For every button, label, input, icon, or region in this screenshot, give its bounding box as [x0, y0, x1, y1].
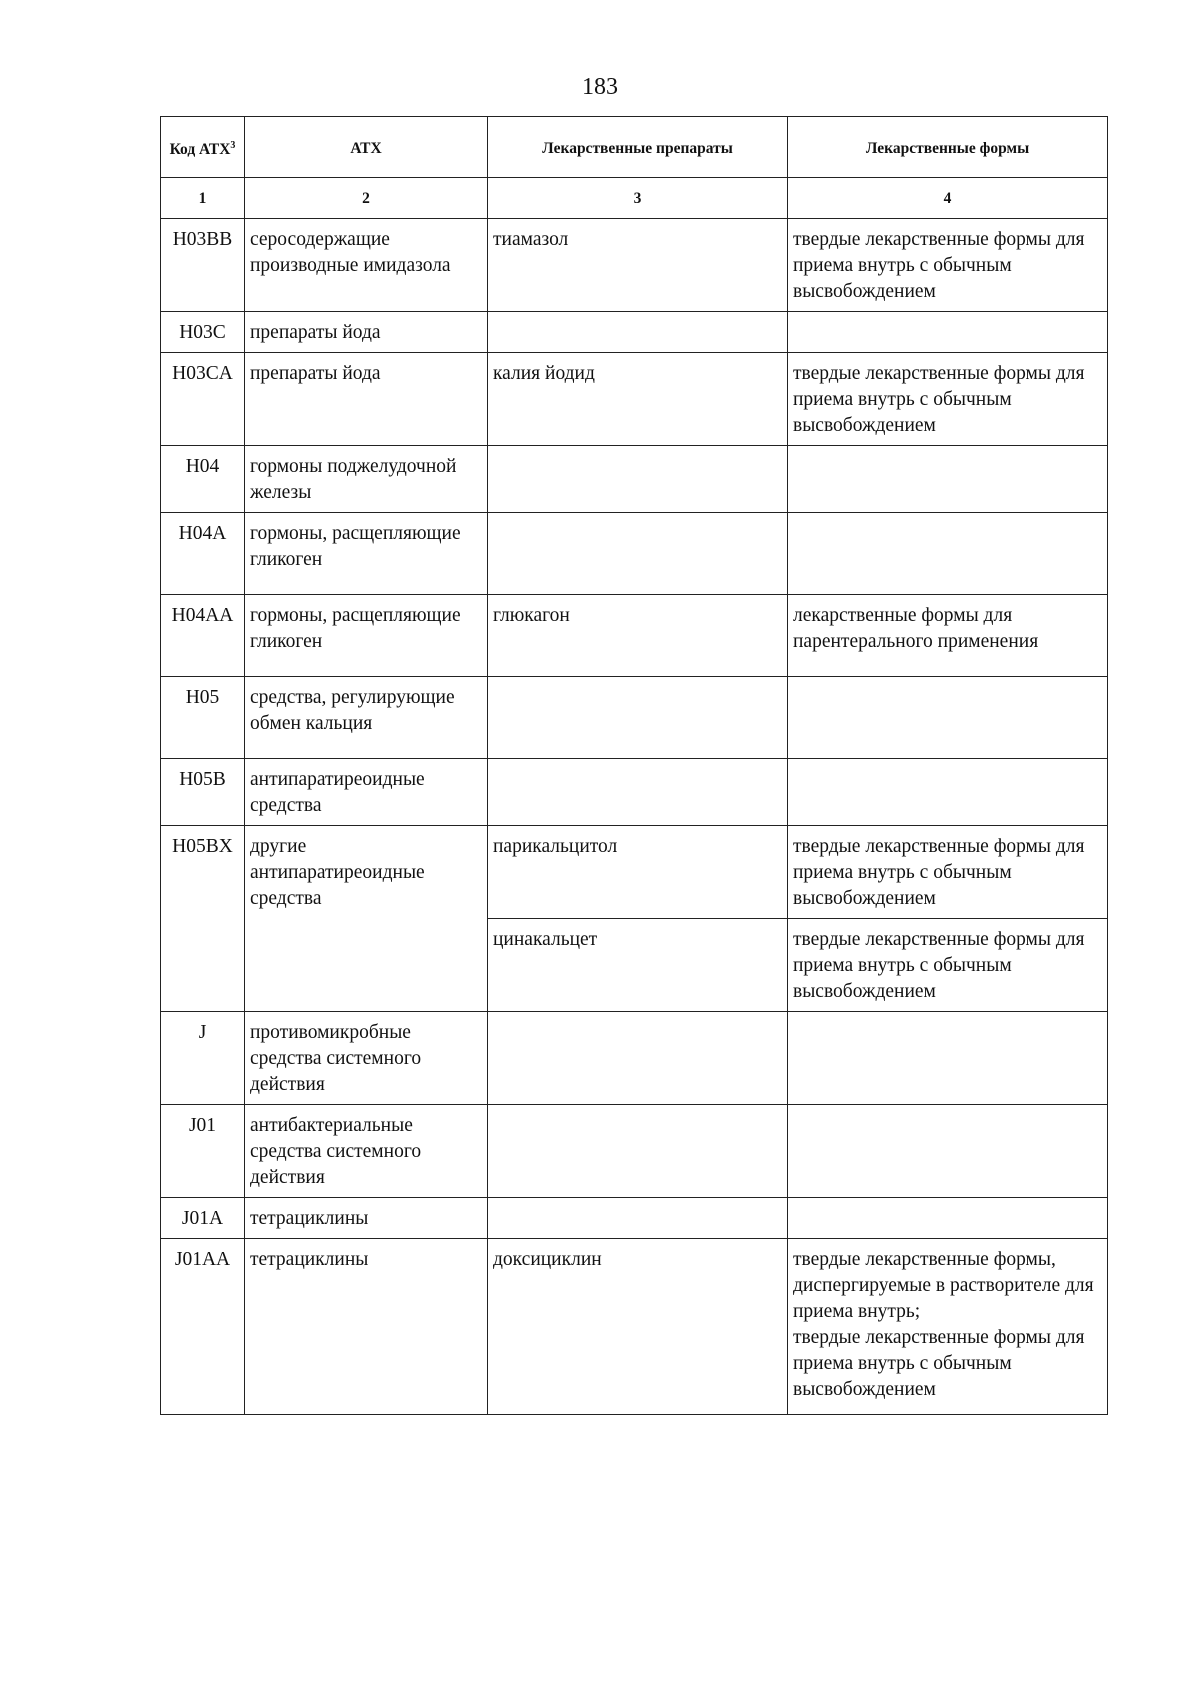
dosage-form-cell	[788, 677, 1108, 759]
drug-cell: тиамазол	[488, 219, 788, 312]
drug-cell	[488, 759, 788, 826]
header-atx: АТХ	[245, 117, 488, 178]
atx-name-cell: гормоны, расщепляющие гликоген	[245, 513, 488, 595]
drug-cell: глюкагон	[488, 595, 788, 677]
column-number: 4	[788, 178, 1108, 219]
atx-name-cell: препараты йода	[245, 312, 488, 353]
atx-name-cell: другие антипаратиреоидные средства	[245, 826, 488, 1012]
drug-cell	[488, 513, 788, 595]
drug-cell	[488, 677, 788, 759]
table-row	[161, 353, 1108, 446]
atx-name-cell: антибактериальные средства системного действия	[245, 1105, 488, 1198]
atx-code-cell: J01	[161, 1105, 245, 1198]
atx-table	[160, 116, 1108, 1415]
header-code: Код АТХ$^3$	[161, 117, 245, 178]
column-number: 2	[245, 178, 488, 219]
dosage-form-cell	[788, 312, 1108, 353]
atx-code-cell: H05B	[161, 759, 245, 826]
table-row	[161, 513, 1108, 595]
dosage-form-cell	[788, 1012, 1108, 1105]
atx-name-cell: тетрациклины	[245, 1198, 488, 1239]
page-number: 183	[582, 74, 618, 100]
atx-code-cell: J01AA	[161, 1239, 245, 1415]
drug-cell: парикальцитол	[488, 826, 788, 919]
header-drugs: Лекарственные препараты	[488, 117, 788, 178]
atx-code-cell: H05BX	[161, 826, 245, 1012]
dosage-form-cell: твердые лекарственные формы для приема внутрь с обычным высвобождением	[788, 219, 1108, 312]
atx-name-cell: гормоны, расщепляющие гликоген	[245, 595, 488, 677]
drug-cell: цинакальцет	[488, 919, 788, 1012]
table-row	[161, 446, 1108, 513]
column-number: 1	[161, 178, 245, 219]
table-body	[161, 219, 1108, 1415]
drug-cell: калия йодид	[488, 353, 788, 446]
atx-code-cell: H04AA	[161, 595, 245, 677]
atx-name-cell: тетрациклины	[245, 1239, 488, 1415]
drug-cell	[488, 446, 788, 513]
atx-code-cell: J	[161, 1012, 245, 1105]
table-row	[161, 219, 1108, 312]
dosage-form-cell: лекарственные формы для парентерального применения	[788, 595, 1108, 677]
drug-cell: доксициклин	[488, 1239, 788, 1415]
column-number: 3	[488, 178, 788, 219]
dosage-form-cell	[788, 1198, 1108, 1239]
table-row	[161, 1239, 1108, 1415]
atx-code-cell: J01A	[161, 1198, 245, 1239]
table-header	[161, 117, 1108, 219]
atx-name-cell: серосодержащие производные имидазола	[245, 219, 488, 312]
atx-code-cell: H03CA	[161, 353, 245, 446]
table-row	[161, 312, 1108, 353]
header-forms: Лекарственные формы	[788, 117, 1108, 178]
drug-cell	[488, 312, 788, 353]
dosage-form-cell: твердые лекарственные формы для приема внутрь с обычным высвобождением	[788, 353, 1108, 446]
table-row	[161, 759, 1108, 826]
table-row	[161, 1198, 1108, 1239]
drug-cell	[488, 1198, 788, 1239]
atx-code-cell: H04	[161, 446, 245, 513]
atx-code-cell: H05	[161, 677, 245, 759]
table-row	[161, 1105, 1108, 1198]
dosage-form-cell	[788, 1105, 1108, 1198]
drug-cell	[488, 1012, 788, 1105]
atx-name-cell: средства, регулирующие обмен кальция	[245, 677, 488, 759]
atx-code-cell: H03BB	[161, 219, 245, 312]
atx-name-cell: препараты йода	[245, 353, 488, 446]
footnote-marker: 3	[230, 140, 236, 152]
table-row	[161, 1012, 1108, 1105]
dosage-form-cell: твердые лекарственные формы, диспергируемые в растворителе для приема внутрь; твердые лекарственные формы для приема внутрь с обычным высвобождением	[788, 1239, 1108, 1415]
dosage-form-cell: твердые лекарственные формы для приема внутрь с обычным высвобождением	[788, 826, 1108, 919]
atx-name-cell: гормоны поджелудочной железы	[245, 446, 488, 513]
dosage-form-cell	[788, 759, 1108, 826]
drug-cell	[488, 1105, 788, 1198]
atx-name-cell: противомикробные средства системного действия	[245, 1012, 488, 1105]
atx-code-cell: H04A	[161, 513, 245, 595]
dosage-form-cell: твердые лекарственные формы для приема внутрь с обычным высвобождением	[788, 919, 1108, 1012]
atx-name-cell: антипаратиреоидные средства	[245, 759, 488, 826]
table-row	[161, 595, 1108, 677]
atx-code-cell: H03C	[161, 312, 245, 353]
table-row	[161, 826, 1108, 919]
dosage-form-cell	[788, 513, 1108, 595]
table-row	[161, 677, 1108, 759]
dosage-form-cell	[788, 446, 1108, 513]
